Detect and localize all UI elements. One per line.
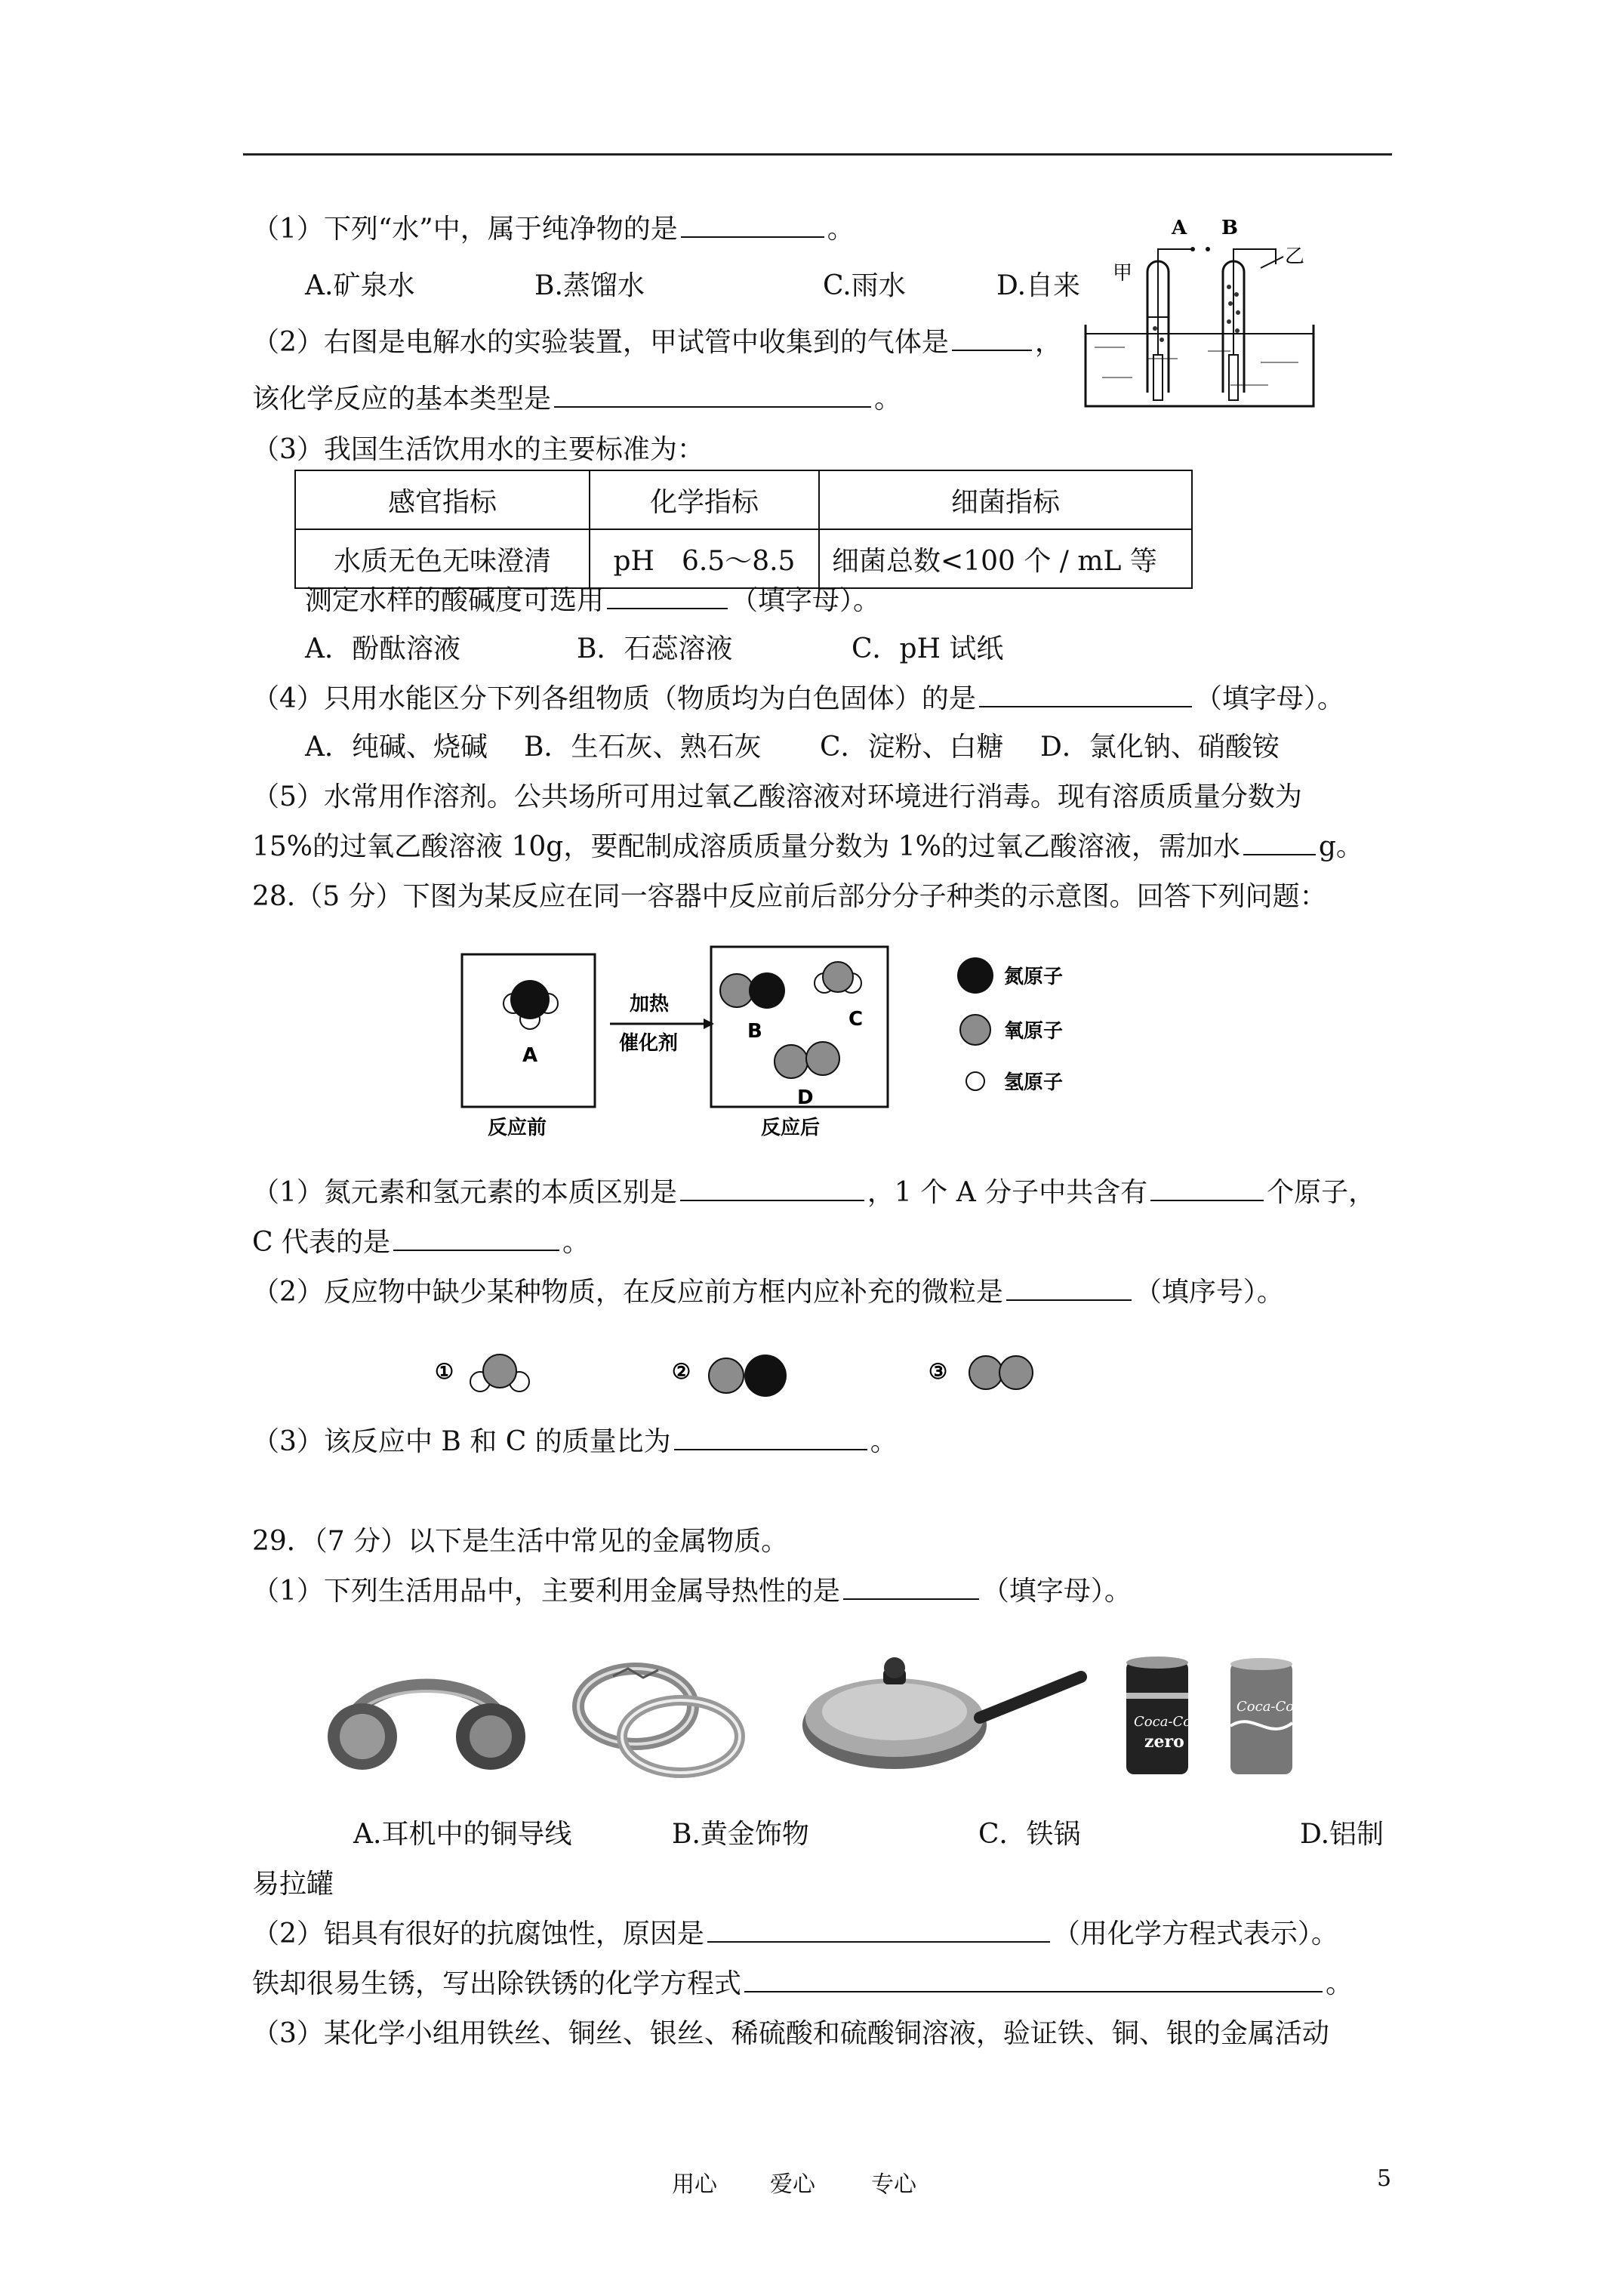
- table-row: [295, 529, 1192, 588]
- table-header-cell: 化学指标: [590, 470, 819, 529]
- q27-p4-option-d: D．氯化钠、硝酸铵: [1040, 732, 1280, 763]
- table-header-cell: 细菌指标: [819, 470, 1192, 529]
- answer-blank[interactable]: [1006, 1277, 1132, 1301]
- molecule-label-c: C: [848, 1008, 864, 1031]
- answer-blank[interactable]: [674, 1426, 867, 1450]
- q27-part4: （4）只用水能区分下列各组物质（物质均为白色固体）的是 （填字母）。: [252, 683, 1344, 714]
- choice-3-label: ③: [929, 1359, 948, 1384]
- q27-p4-option-b: B．生石灰、熟石灰: [524, 732, 762, 763]
- answer-blank[interactable]: [843, 1576, 979, 1600]
- molecule-label-b: B: [747, 1020, 762, 1043]
- footer-motto-2: 爱心: [770, 2171, 815, 2198]
- q27-p4-option-a: A．纯碱、烧碱: [305, 732, 488, 763]
- after-caption: 反应后: [761, 1117, 821, 1139]
- answer-blank[interactable]: [554, 384, 871, 408]
- answer-blank[interactable]: [707, 1918, 1050, 1943]
- answer-blank[interactable]: [952, 327, 1032, 351]
- q28-part1b: C 代表的是 。: [252, 1227, 590, 1258]
- answer-blank[interactable]: [1150, 1177, 1264, 1201]
- legend-hydrogen: 氢原子: [1004, 1071, 1064, 1094]
- q27-part3b: 测定水样的酸碱度可选用 （填字母）。: [305, 585, 881, 616]
- molecule-label-a: A: [522, 1044, 538, 1067]
- electrolysis-apparatus: [1079, 204, 1321, 415]
- molecule-label-d: D: [797, 1086, 814, 1109]
- apparatus-label-jia: 甲: [1113, 262, 1133, 285]
- answer-blank[interactable]: [979, 683, 1192, 707]
- table-header-row: [295, 470, 1192, 529]
- table-cell: 水质无色无味澄清: [295, 529, 590, 588]
- q27-p1-option-d: D.自来: [996, 270, 1081, 301]
- q28-part3: （3）该反应中 B 和 C 的质量比为 。: [252, 1426, 898, 1457]
- answer-blank[interactable]: [680, 1177, 864, 1201]
- footer-motto-1: 用心: [672, 2171, 717, 2198]
- q27-p1-option-b: B.蒸馏水: [534, 270, 645, 301]
- q27-p1-option-c: C.雨水: [823, 270, 906, 301]
- q29-item-d-wrap: 易拉罐: [252, 1869, 334, 1900]
- water-standard-table: [294, 470, 1193, 589]
- before-caption: 反应前: [488, 1117, 547, 1139]
- headphones-image: [317, 1653, 536, 1774]
- gold-rings-image: [568, 1653, 756, 1782]
- q29-item-d: D.铝制: [1300, 1819, 1384, 1850]
- q29-part1: （1）下列生活用品中，主要利用金属导热性的是 （填字母）。: [252, 1576, 1132, 1607]
- iron-pan-image: [800, 1642, 1087, 1778]
- answer-blank[interactable]: [681, 214, 824, 238]
- q29-item-b: B.黄金饰物: [672, 1819, 809, 1850]
- table-header-cell: 感官指标: [295, 470, 590, 529]
- legend-oxygen: 氧原子: [1004, 1020, 1064, 1043]
- q29-part2b: 铁却很易生锈，写出除铁锈的化学方程式 。: [252, 1968, 1354, 1999]
- q29-part3: （3）某化学小组用铁丝、铜丝、银丝、稀硫酸和硫酸铜溶液，验证铁、铜、银的金属活动: [252, 2018, 1329, 2049]
- q27-p1-option-a: A.矿泉水: [305, 270, 415, 301]
- q28-part1a: （1）氮元素和氢元素的本质区别是 ，1 个 A 分子中共含有 个原子，: [252, 1177, 1376, 1208]
- q29-title: 29．（7 分）以下是生活中常见的金属物质。: [252, 1526, 789, 1557]
- reaction-diagram: [453, 936, 1132, 1148]
- q29-part2a: （2）铝具有很好的抗腐蚀性，原因是 （用化学方程式表示）。: [252, 1918, 1338, 1949]
- legend-nitrogen: 氮原子: [1004, 966, 1064, 988]
- q27-part2b: 该化学反应的基本类型是 。: [252, 384, 902, 415]
- q27-part1: （1）下列“水”中，属于纯净物的是 。: [252, 214, 855, 245]
- aluminum-cans-image: [1117, 1650, 1313, 1782]
- answer-blank[interactable]: [744, 1968, 1323, 1992]
- q27-p3-option-c: C．pH 试纸: [852, 633, 1004, 664]
- choice-1-label: ①: [435, 1359, 454, 1384]
- q27-part5a: （5）水常用作溶剂。公共场所可用过氧乙酸溶液对环境进行消毒。现有溶质质量分数为: [252, 781, 1302, 812]
- can-brand-text-2: Coca-Cola: [1236, 1699, 1307, 1715]
- answer-blank[interactable]: [607, 585, 728, 609]
- header-rule: [243, 153, 1392, 156]
- q27-p4-option-c: C．淀粉、白糖: [820, 732, 1004, 763]
- table-cell: 细菌总数<100 个 / mL 等: [819, 529, 1192, 588]
- apparatus-label-yi: 乙: [1285, 245, 1305, 268]
- can-brand-text: Coca-Cola: [1134, 1714, 1204, 1730]
- arrow-condition-catalyst: 催化剂: [619, 1032, 679, 1055]
- q27-part2a: （2）右图是电解水的实验装置，甲试管中收集到的气体是 ，: [252, 327, 1062, 358]
- can-zero-text: zero: [1144, 1732, 1184, 1752]
- answer-blank[interactable]: [1243, 831, 1316, 855]
- apparatus-label-b: B: [1221, 217, 1238, 239]
- answer-blank[interactable]: [393, 1227, 559, 1251]
- page-number: 5: [1377, 2165, 1392, 2192]
- q28-part2: （2）反应物中缺少某种物质，在反应前方框内应补充的微粒是 （填序号）。: [252, 1277, 1284, 1308]
- q27-part3: （3）我国生活饮用水的主要标准为：: [252, 434, 704, 465]
- q27-p3-option-a: A．酚酞溶液: [305, 633, 460, 664]
- apparatus-label-a: A: [1172, 217, 1187, 239]
- choice-2-label: ②: [672, 1359, 691, 1384]
- q29-item-c: C．铁锅: [978, 1819, 1081, 1850]
- q27-p3-option-b: B．石蕊溶液: [577, 633, 733, 664]
- particle-choices: [423, 1336, 1072, 1404]
- table-cell: pH 6.5～8.5: [590, 529, 819, 588]
- q27-part5b: 15%的过氧乙酸溶液 10g，要配制成溶质质量分数为 1%的过氧乙酸溶液，需加水 g。: [252, 831, 1363, 862]
- q29-item-a: A.耳机中的铜导线: [353, 1819, 572, 1850]
- footer-motto-3: 专心: [871, 2171, 916, 2198]
- q28-title: 28.（5 分）下图为某反应在同一容器中反应前后部分分子种类的示意图。回答下列问题：: [252, 881, 1327, 912]
- arrow-condition-heat: 加热: [630, 993, 670, 1015]
